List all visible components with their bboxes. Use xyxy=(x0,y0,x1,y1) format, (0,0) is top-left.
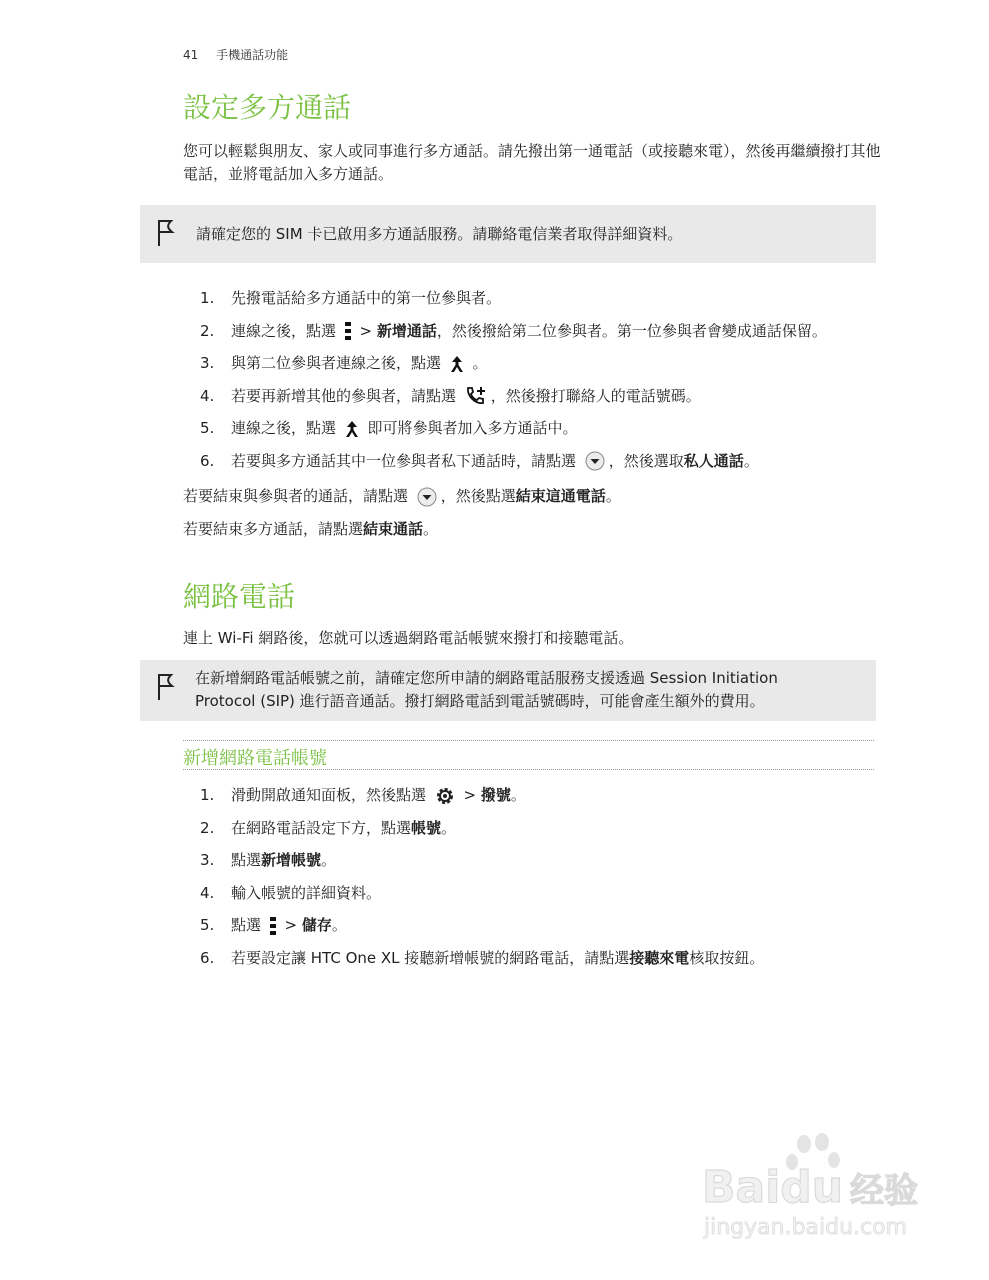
list-item: 1. 滑動開啟通知面板，然後點選 > 撥號。 xyxy=(200,786,526,804)
list-item: 2. 連線之後，點選 > 新增通話，然後撥給第二位參與者。第一位參與者會變成通話保留。 xyxy=(200,321,827,340)
watermark-brand: Baidu xyxy=(702,1162,844,1213)
dropdown-icon xyxy=(585,451,605,471)
menu-icon xyxy=(345,322,351,340)
section-title-internet-call: 網路電話 xyxy=(183,580,296,613)
list-item: 4. 若要再新增其他的參與者，請點選 ，然後撥打聯絡人的電話號碼。 xyxy=(200,386,701,405)
paw-logo-icon xyxy=(700,1130,940,1250)
end-participant-call: 若要結束與參與者的通話，請點選 ，然後點選結束這通電話。 xyxy=(183,487,621,505)
conference-steps xyxy=(200,287,880,482)
add-account-steps xyxy=(200,784,880,979)
list-item: 3. 點選新增帳號。 xyxy=(200,851,337,869)
list-item: 3. 與第二位參與者連線之後，點選 。 xyxy=(200,354,488,372)
page-header xyxy=(183,46,288,63)
merge-call-icon xyxy=(450,355,464,373)
subsection-title: 新增網路電話帳號 xyxy=(183,748,327,769)
add-call-icon xyxy=(465,386,487,406)
menu-icon xyxy=(270,917,276,935)
list-item: 1. 先撥電話給多方通話中的第一位參與者。 xyxy=(200,289,502,307)
flag-icon xyxy=(156,218,176,248)
chapter-title: 手機通話功能 xyxy=(216,48,289,62)
watermark-cn: 经验 xyxy=(850,1171,918,1211)
list-item: 5. 點選 > 儲存。 xyxy=(200,916,347,934)
dropdown-icon xyxy=(417,487,437,507)
list-item: 2. 在網路電話設定下方，點選帳號。 xyxy=(200,818,457,837)
page-number: 41 xyxy=(183,48,199,62)
note-box-sip xyxy=(140,660,876,721)
watermark-url: jingyan.baidu.com xyxy=(704,1215,908,1240)
flag-icon xyxy=(156,672,176,702)
note-text: 在新增網路電話帳號之前，請確定您所申請的網路電話服務支援透過 Session Initiation Protocol (SIP) 進行語音通話。撥打網路電話到電話號碼時，可能會產生額外的費用。 xyxy=(195,669,778,710)
list-item: 6. 若要與多方通話其中一位參與者私下通話時，請點選 ，然後選取私人通話。 xyxy=(200,451,759,470)
list-item: 6. 若要設定讓 HTC One XL 接聽新增帳號的網路電話，請點選接聽來電核取按鈕。 xyxy=(200,948,765,967)
note-box-sim xyxy=(140,205,876,263)
merge-call-icon xyxy=(345,420,359,438)
section-title-conference-call: 設定多方通話 xyxy=(183,91,352,124)
subsection-header xyxy=(183,740,874,770)
internet-call-intro: 連上 Wi-Fi 網路後，您就可以透過網路電話帳號來撥打和接聽電話。 xyxy=(183,629,634,647)
note-text: 請確定您的 SIM 卡已啟用多方通話服務。請聯絡電信業者取得詳細資料。 xyxy=(196,225,683,243)
baidu-watermark xyxy=(700,1130,940,1250)
list-item: 4. 輸入帳號的詳細資料。 xyxy=(200,883,382,902)
end-conference-call: 若要結束多方通話，請點選結束通話。 xyxy=(183,520,439,538)
conference-intro: 您可以輕鬆與朋友、家人或同事進行多方通話。請先撥出第一通電話（或接聽來電），然後再繼續撥打其他電話，並將電話加入多方通話。 xyxy=(183,142,881,183)
settings-gear-icon xyxy=(435,786,455,806)
list-item: 5. 連線之後，點選 即可將參與者加入多方通話中。 xyxy=(200,419,578,437)
